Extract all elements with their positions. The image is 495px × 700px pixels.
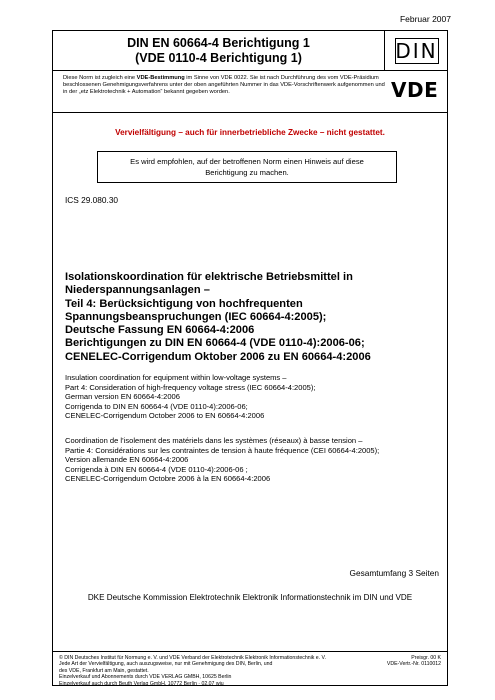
copyright-line: © DIN Deutsches Institut für Normung e. V. und VDE Verband der Elektrotechnik Elektronik Informationstechnik e. V. <box>59 655 326 661</box>
german-title-line: CENELEC-Corrigendum Oktober 2006 zu EN 60664-4:2006 <box>65 350 371 363</box>
french-title-line: Corrigenda à DIN EN 60664-4 (VDE 0110-4):2006-06 ; <box>65 464 248 474</box>
vde-logo: VDE <box>391 78 439 102</box>
english-title-line: CENELEC-Corrigendum October 2006 to EN 60664-4:2006 <box>65 411 265 421</box>
french-title-line: Partie 4: Considérations sur les contraintes de tension à haute fréquence (CEI 60664-4:2005); <box>65 445 380 455</box>
french-title-line: Coordination de l’isolement des matériels dans les systèmes (réseaux) à basse tension – <box>65 436 363 445</box>
ics-code: ICS 29.080.30 <box>65 195 119 205</box>
german-title-line: Niederspannungsanlagen – <box>65 284 210 297</box>
standard-title-box <box>53 31 385 71</box>
din-logo <box>395 38 439 64</box>
vde-note: Diese Norm ist zugleich eine VDE-Bestimmung im Sinne von VDE 0022. Sie ist nach Durchführung des vom VDE-Präsidium beschlossenen Genehmigungsverfahrens unter der oben angeführten Nummer in das VDE-Vorschriftenwerk aufgenommen und in der „etz Elektrotechnik + Automation“ bekannt gegeben worden. <box>63 75 385 96</box>
english-title <box>65 373 441 421</box>
german-title-line: Isolationskoordination für elektrische Betriebsmittel in <box>65 271 353 283</box>
dke-line: DKE Deutsche Kommission Elektrotechnik Elektronik Informationstechnik im DIN und VDE <box>87 593 413 602</box>
english-title-line: Corrigenda to DIN EN 60664-4 (VDE 0110-4):2006-06; <box>65 401 248 411</box>
recommendation-line-1: Es wird empfohlen, auf der betroffenen Norm einen Hinweis auf diese <box>130 157 364 166</box>
vde-contract-number: VDE-Vertr.-Nr. 0110012 <box>386 661 441 668</box>
german-title-line: Berichtigungen zu DIN EN 60664-4 (VDE 0110-4):2006-06; <box>65 337 365 350</box>
english-title-line: Insulation coordination for equipment within low-voltage systems – <box>65 373 287 382</box>
recommendation-box <box>97 151 397 183</box>
copyright-line: Jede Art der Vervielfältigung, auch auszugsweise, nur mit Genehmigung des DIN, Berlin, und <box>59 661 273 668</box>
recommendation-line-2: Berichtigung zu machen. <box>205 168 289 177</box>
german-title <box>65 271 441 364</box>
din-logo-cell <box>386 31 447 71</box>
copyright-notice <box>59 655 359 687</box>
copyright-footer <box>52 652 448 686</box>
french-title <box>65 436 441 484</box>
copyright-line: Einzelverkauf auch durch Beuth Verlag GmbH, 10772 Berlin · 02.07 wiu <box>59 680 224 687</box>
standard-title: DIN EN 60664-4 Berichtigung 1 <box>127 36 310 50</box>
issue-date: Februar 2007 <box>399 14 451 24</box>
price-group: Preisgr. 00 K <box>411 655 441 661</box>
vde-bestimmung-label: VDE-Bestimmung <box>136 75 185 81</box>
german-title-line: Deutsche Fassung EN 60664-4:2006 <box>65 324 255 337</box>
german-title-line: Teil 4: Berücksichtigung von hochfrequenten <box>65 297 303 310</box>
german-title-line: Spannungsbeanspruchungen (IEC 60664-4:2005); <box>65 310 327 323</box>
title-row <box>53 31 447 71</box>
vde-note-row <box>53 71 447 113</box>
document-frame <box>52 30 448 652</box>
din-logo-text: DIN <box>395 39 438 63</box>
standard-subtitle: (VDE 0110-4 Berichtigung 1) <box>135 51 302 65</box>
copy-warning: Vervielfältigung – auch für innerbetriebliche Zwecke – nicht gestattet. <box>115 128 385 137</box>
page-count: Gesamtumfang 3 Seiten <box>349 568 439 578</box>
english-title-line: Part 4: Consideration of high-frequency voltage stress (IEC 60664-4:2005); <box>65 382 316 392</box>
english-title-line: German version EN 60664-4:2006 <box>65 392 180 402</box>
french-title-line: Version allemande EN 60664-4:2006 <box>65 455 189 465</box>
price-info <box>387 655 441 668</box>
copyright-line: Einzelverkauf und Abonnements durch VDE VERLAG GMBH, 10625 Berlin <box>59 674 232 681</box>
copyright-line: des VDE, Frankfurt am Main, gestattet. <box>59 667 149 674</box>
french-title-line: CENELEC-Corrigendum Octobre 2006 à la EN 60664-4:2006 <box>65 474 271 484</box>
